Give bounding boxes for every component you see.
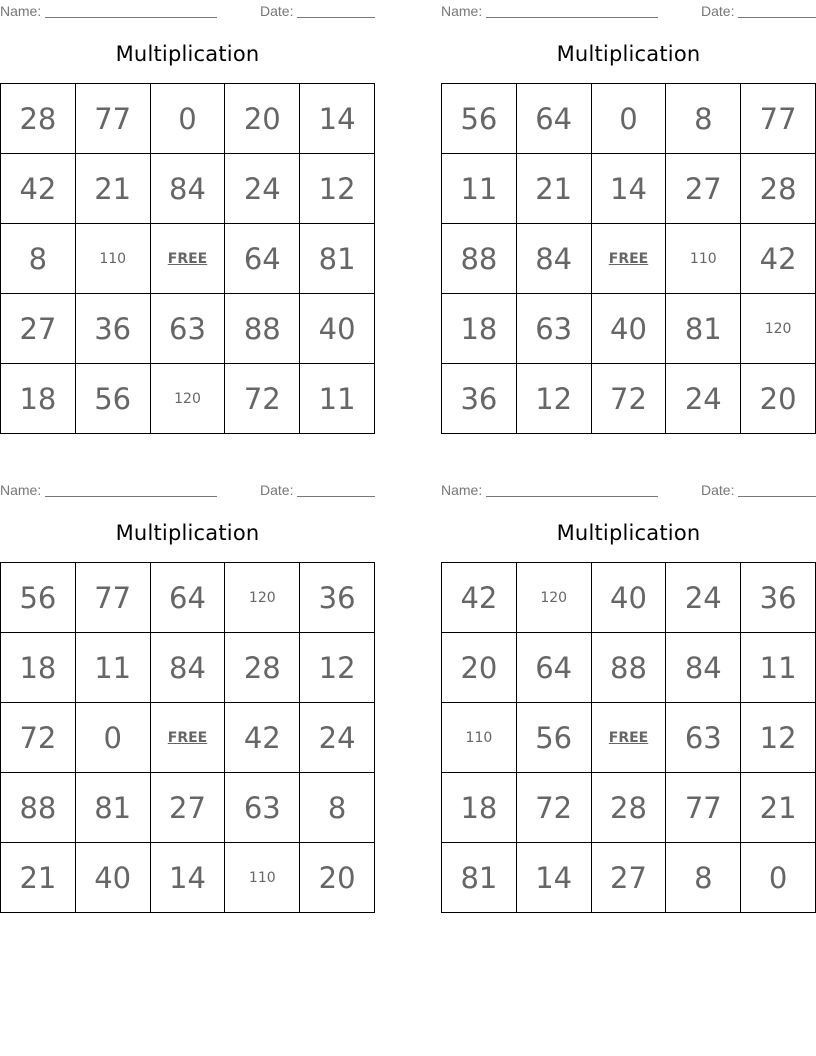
bingo-cell: 77 — [666, 773, 741, 843]
bingo-cell: 56 — [1, 563, 76, 633]
name-line — [486, 3, 658, 18]
bingo-cell: 88 — [225, 294, 300, 364]
bingo-cell: 12 — [741, 703, 816, 773]
bingo-cell: 8 — [666, 843, 741, 913]
card-title: Multiplication — [115, 521, 260, 545]
free-cell: FREE — [592, 224, 667, 294]
bingo-cell: 14 — [592, 154, 667, 224]
bingo-cell: 40 — [592, 563, 667, 633]
date-label: Date: — [260, 3, 294, 19]
bingo-cell: 40 — [76, 843, 151, 913]
bingo-cell: 18 — [1, 364, 76, 434]
card-header — [0, 3, 375, 19]
bingo-cell: 24 — [666, 364, 741, 434]
card-title: Multiplication — [556, 521, 701, 545]
bingo-cell: 0 — [592, 84, 667, 154]
date-label: Date: — [260, 482, 294, 498]
bingo-cell: 21 — [1, 843, 76, 913]
bingo-cell: 81 — [76, 773, 151, 843]
bingo-cell: 84 — [151, 154, 226, 224]
bingo-cell: 40 — [592, 294, 667, 364]
bingo-cell: 77 — [76, 563, 151, 633]
bingo-cell: 8 — [1, 224, 76, 294]
name-line — [45, 3, 217, 18]
bingo-cell: 21 — [517, 154, 592, 224]
bingo-cell: 20 — [741, 364, 816, 434]
bingo-cell: 72 — [225, 364, 300, 434]
free-cell: FREE — [151, 703, 226, 773]
bingo-cell: 64 — [517, 633, 592, 703]
bingo-cell: 88 — [442, 224, 517, 294]
name-label: Name: — [0, 3, 42, 19]
bingo-cell: 28 — [225, 633, 300, 703]
bingo-grid — [0, 562, 375, 913]
date-line — [297, 482, 375, 497]
name-label: Name: — [0, 482, 42, 498]
card-header — [0, 482, 375, 498]
name-label: Name: — [441, 3, 483, 19]
bingo-card-4 — [441, 479, 816, 913]
card-header — [441, 3, 816, 19]
bingo-cell: 11 — [442, 154, 517, 224]
bingo-cell: 81 — [300, 224, 375, 294]
bingo-cell: 28 — [1, 84, 76, 154]
bingo-cell: 27 — [592, 843, 667, 913]
card-title: Multiplication — [556, 42, 701, 66]
bingo-cell: 11 — [76, 633, 151, 703]
bingo-cell: 77 — [741, 84, 816, 154]
bingo-cell: 64 — [225, 224, 300, 294]
bingo-cell: 63 — [517, 294, 592, 364]
bingo-cell: 14 — [517, 843, 592, 913]
bingo-cell: 14 — [300, 84, 375, 154]
bingo-cell: 27 — [151, 773, 226, 843]
bingo-cell: 72 — [592, 364, 667, 434]
bingo-grid — [0, 83, 375, 434]
bingo-cell: 120 — [151, 364, 226, 434]
bingo-cell: 42 — [442, 563, 517, 633]
bingo-cell: 120 — [517, 563, 592, 633]
bingo-cell: 110 — [76, 224, 151, 294]
bingo-cell: 72 — [1, 703, 76, 773]
bingo-cell: 42 — [1, 154, 76, 224]
date-line — [297, 3, 375, 18]
bingo-cell: 77 — [76, 84, 151, 154]
card-header — [441, 482, 816, 498]
bingo-cell: 27 — [666, 154, 741, 224]
bingo-cell: 56 — [442, 84, 517, 154]
bingo-cell: 36 — [741, 563, 816, 633]
bingo-cell: 40 — [300, 294, 375, 364]
bingo-cell: 84 — [666, 633, 741, 703]
bingo-grid — [441, 83, 816, 434]
bingo-cell: 8 — [666, 84, 741, 154]
bingo-cell: 8 — [300, 773, 375, 843]
bingo-cell: 36 — [442, 364, 517, 434]
bingo-cell: 81 — [666, 294, 741, 364]
bingo-cell: 63 — [225, 773, 300, 843]
bingo-cell: 72 — [517, 773, 592, 843]
bingo-cell: 24 — [225, 154, 300, 224]
bingo-grid — [441, 562, 816, 913]
bingo-cell: 18 — [442, 773, 517, 843]
name-label: Name: — [441, 482, 483, 498]
bingo-cell: 64 — [151, 563, 226, 633]
bingo-cell: 36 — [76, 294, 151, 364]
bingo-cell: 11 — [300, 364, 375, 434]
bingo-card-2 — [441, 0, 816, 434]
bingo-cell: 110 — [442, 703, 517, 773]
bingo-cell: 56 — [517, 703, 592, 773]
bingo-cell: 12 — [300, 154, 375, 224]
bingo-cell: 20 — [300, 843, 375, 913]
bingo-cell: 20 — [442, 633, 517, 703]
bingo-cell: 110 — [225, 843, 300, 913]
bingo-cell: 63 — [151, 294, 226, 364]
name-line — [486, 482, 658, 497]
bingo-card-1 — [0, 0, 375, 434]
bingo-cell: 12 — [517, 364, 592, 434]
bingo-cell: 88 — [1, 773, 76, 843]
name-line — [45, 482, 217, 497]
card-title: Multiplication — [115, 42, 260, 66]
bingo-cell: 88 — [592, 633, 667, 703]
date-label: Date: — [701, 3, 735, 19]
bingo-cell: 56 — [76, 364, 151, 434]
bingo-cell: 28 — [592, 773, 667, 843]
bingo-cell: 81 — [442, 843, 517, 913]
bingo-cell: 0 — [151, 84, 226, 154]
bingo-card-3 — [0, 479, 375, 913]
bingo-cell: 0 — [76, 703, 151, 773]
bingo-cell: 120 — [741, 294, 816, 364]
bingo-cell: 84 — [517, 224, 592, 294]
bingo-cell: 24 — [666, 563, 741, 633]
bingo-cell: 42 — [225, 703, 300, 773]
bingo-cell: 24 — [300, 703, 375, 773]
bingo-cell: 14 — [151, 843, 226, 913]
bingo-cell: 63 — [666, 703, 741, 773]
bingo-cell: 28 — [741, 154, 816, 224]
bingo-cell: 21 — [741, 773, 816, 843]
bingo-cell: 0 — [741, 843, 816, 913]
bingo-cell: 20 — [225, 84, 300, 154]
bingo-cell: 18 — [442, 294, 517, 364]
bingo-cell: 42 — [741, 224, 816, 294]
free-cell: FREE — [592, 703, 667, 773]
bingo-cell: 64 — [517, 84, 592, 154]
date-label: Date: — [701, 482, 735, 498]
date-line — [738, 482, 816, 497]
bingo-cell: 120 — [225, 563, 300, 633]
bingo-cell: 21 — [76, 154, 151, 224]
bingo-cell: 18 — [1, 633, 76, 703]
bingo-cell: 12 — [300, 633, 375, 703]
bingo-cell: 11 — [741, 633, 816, 703]
free-cell: FREE — [151, 224, 226, 294]
bingo-cell: 36 — [300, 563, 375, 633]
date-line — [738, 3, 816, 18]
bingo-cell: 110 — [666, 224, 741, 294]
bingo-cell: 84 — [151, 633, 226, 703]
bingo-cell: 27 — [1, 294, 76, 364]
